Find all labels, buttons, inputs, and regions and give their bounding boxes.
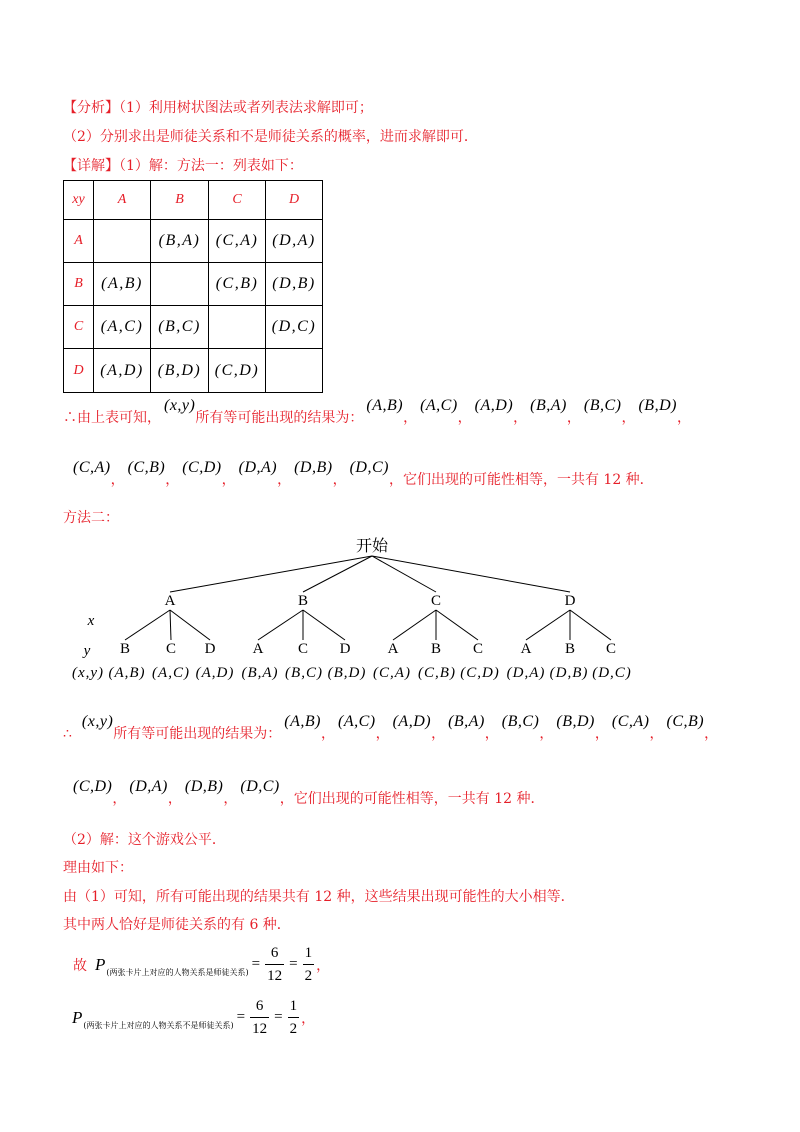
- tree-node: C: [430, 593, 442, 609]
- outcome-pair: (D,B): [184, 778, 224, 795]
- tree-node: D: [564, 593, 576, 609]
- outcome-pair: (B,D): [638, 397, 677, 414]
- tree-outcome: (B,C): [285, 665, 323, 681]
- tree-leaf: A: [387, 641, 399, 657]
- tree-leaf: C: [165, 641, 177, 657]
- tree-diagram: [0, 530, 800, 690]
- table-row-label: A: [64, 220, 94, 263]
- fraction: [265, 942, 284, 987]
- separator: ，: [167, 791, 182, 807]
- separator: ，: [320, 726, 335, 742]
- probability-not-master: [72, 995, 315, 1040]
- tree-outcome: (D,A): [506, 665, 546, 681]
- separator: ，: [484, 726, 499, 742]
- separator: ，: [676, 410, 691, 426]
- fraction: [303, 942, 315, 987]
- table-cell: [209, 306, 266, 349]
- table-cell: (C,A): [209, 220, 266, 263]
- xy-pair: (x,y): [164, 397, 196, 414]
- detail-tag: 【详解】: [63, 158, 119, 174]
- outcome-pair: (C,A): [611, 713, 650, 730]
- tree-branch: [303, 610, 345, 640]
- method2-results-line-1: [63, 712, 718, 746]
- tree-branch: [170, 556, 372, 592]
- separator: ，: [431, 726, 446, 742]
- outcome-pair: (D,B): [294, 459, 333, 476]
- therefore-word: 故: [73, 957, 87, 974]
- tree-branch: [258, 610, 303, 640]
- table-row-label: D: [64, 349, 94, 393]
- outcome-pair: (D,C): [349, 459, 389, 476]
- table-row-label: B: [64, 263, 94, 306]
- table-column-header: C: [209, 181, 266, 220]
- analysis-tag: 【分析】: [63, 100, 119, 116]
- separator: ，: [457, 410, 472, 426]
- method1-results-line-1: [63, 396, 691, 430]
- fraction-numerator: 1: [304, 945, 313, 961]
- table-cell: (D,B): [266, 263, 323, 306]
- outcome-pair: (A,C): [337, 713, 376, 730]
- tree-leaf: B: [564, 641, 576, 657]
- fraction-denominator: 2: [289, 1021, 298, 1037]
- part2-reason-title: 理由如下：: [63, 860, 133, 876]
- detail-line: [63, 156, 303, 176]
- table-cell: (A,D): [94, 349, 151, 393]
- tree-node: B: [297, 593, 309, 609]
- tree-leaf: D: [204, 641, 216, 657]
- probability-symbol: P: [95, 954, 106, 974]
- tree-branch: [393, 610, 436, 640]
- equals-sign: =: [236, 1009, 246, 1025]
- results-label: 所有等可能出现的结果为：: [195, 410, 364, 426]
- tree-branch: [570, 610, 611, 640]
- tree-leaf: B: [430, 641, 442, 657]
- separator: ，: [110, 472, 125, 488]
- outcome-pair: (D,A): [238, 459, 278, 476]
- outcome-pair: (C,A): [73, 459, 111, 476]
- tree-leaf: B: [119, 641, 131, 657]
- outcome-pair: (A,C): [420, 397, 458, 414]
- outcome-pair: (B,A): [530, 397, 567, 414]
- equals-sign: =: [274, 1009, 283, 1025]
- tree-outcome: (C,B): [418, 665, 456, 681]
- table-corner-cell: xy: [64, 181, 94, 220]
- tree-branch: [170, 610, 210, 640]
- equals-sign: =: [289, 956, 298, 972]
- xy-pair: (x,y): [81, 713, 114, 730]
- separator: ，: [279, 791, 294, 807]
- separator: ，: [375, 726, 390, 742]
- table-row: [64, 263, 323, 306]
- outcome-pair: (C,D): [73, 778, 113, 795]
- table-column-header: D: [266, 181, 323, 220]
- table-cell: (B,C): [151, 306, 209, 349]
- table-cell: (C,D): [209, 349, 266, 393]
- part2-reason-1: 由（1）可知，所有可能出现的结果共有 12 种，这些结果出现可能性的大小相等．: [63, 889, 575, 905]
- tree-leaf: D: [339, 641, 351, 657]
- tree-outcome: (D,B): [549, 665, 589, 681]
- table-row: [64, 349, 323, 393]
- separator: ，: [316, 957, 331, 974]
- tree-leaf: A: [252, 641, 264, 657]
- table-cell: [94, 220, 151, 263]
- tree-branch: [303, 556, 372, 592]
- part2-reason-2: 其中两人恰好是师徒关系的有 6 种．: [63, 917, 291, 933]
- table-column-header: A: [94, 181, 151, 220]
- tree-leaf: C: [605, 641, 617, 657]
- event-subscript: (两张卡片上对应的人物关系是师徒关系): [106, 968, 249, 977]
- separator: ，: [388, 472, 403, 488]
- separator: ，: [513, 410, 528, 426]
- tree-x-label: x: [87, 613, 95, 629]
- method2-results-line-2: [70, 777, 544, 811]
- method2-lead: ∴: [63, 726, 72, 742]
- tree-outcome: (B,D): [327, 665, 367, 681]
- tree-outcome: (C,A): [373, 665, 411, 681]
- fraction-denominator: 12: [267, 968, 283, 984]
- separator: ，: [277, 472, 292, 488]
- outcome-pair: (C,D): [182, 459, 222, 476]
- outcome-pair: (C,B): [666, 713, 705, 730]
- outcome-table: [63, 180, 323, 393]
- outcome-pair: (D,C): [240, 778, 280, 795]
- separator: ，: [221, 472, 236, 488]
- tree-branch: [372, 556, 570, 592]
- tree-outcome: (D,C): [592, 665, 632, 681]
- separator: ，: [704, 726, 719, 742]
- outcome-pair: (A,B): [366, 397, 404, 414]
- tree-branch: [125, 610, 170, 640]
- fraction-numerator: 1: [289, 998, 298, 1014]
- fraction-denominator: 2: [304, 968, 313, 984]
- method1-results-line-2: [70, 458, 654, 492]
- detail-intro: （1）解：方法一：列表如下：: [119, 158, 303, 174]
- outcome-pair: (B,D): [556, 713, 595, 730]
- outcome-pair: (D,A): [129, 778, 168, 795]
- table-cell: (D,C): [266, 306, 323, 349]
- outcome-pair: (A,D): [474, 397, 514, 414]
- tree-node: A: [164, 593, 176, 609]
- tree-root: 开始: [355, 536, 389, 555]
- fraction-numerator: 6: [255, 998, 264, 1014]
- method2-title: 方法二：: [63, 510, 119, 526]
- table-cell: [151, 263, 209, 306]
- fraction-numerator: 6: [270, 945, 279, 961]
- tree-branch: [526, 610, 570, 640]
- table-header-row: [64, 181, 323, 220]
- table-cell: (A,B): [94, 263, 151, 306]
- method2-conclusion: 它们出现的可能性相等，一共有 12 种．: [293, 791, 545, 807]
- separator: ，: [621, 410, 636, 426]
- tree-leaf: A: [520, 641, 532, 657]
- separator: ，: [403, 410, 418, 426]
- separator: ，: [112, 791, 127, 807]
- tree-outcome: (A,B): [108, 665, 146, 681]
- separator: ，: [594, 726, 609, 742]
- results-label: 所有等可能出现的结果为：: [113, 726, 282, 742]
- table-row-label: C: [64, 306, 94, 349]
- tree-outcome: (A,C): [152, 665, 190, 681]
- method1-conclusion: 它们出现的可能性相等，一共有 12 种．: [402, 472, 654, 488]
- table-cell: (B,A): [151, 220, 209, 263]
- outcome-pair: (B,C): [583, 397, 622, 414]
- outcome-pair: (B,A): [448, 713, 485, 730]
- outcome-pair: (B,C): [501, 713, 540, 730]
- separator: ，: [165, 472, 180, 488]
- tree-outcome: (B,A): [241, 665, 279, 681]
- outcome-pair: (C,B): [127, 459, 166, 476]
- tree-outcome-header: (x,y): [71, 665, 105, 681]
- probability-master: [73, 942, 330, 987]
- fraction: [288, 995, 300, 1040]
- probability-symbol: P: [72, 1007, 83, 1027]
- table-column-header: B: [151, 181, 209, 220]
- equals-sign: =: [251, 956, 261, 972]
- table-cell: (B,D): [151, 349, 209, 393]
- separator: ，: [649, 726, 664, 742]
- tree-outcome: (C,D): [460, 665, 500, 681]
- method1-lead: ∴由上表可知，: [63, 410, 161, 426]
- table-cell: [266, 349, 323, 393]
- analysis-line-1: [63, 98, 373, 118]
- tree-leaf: C: [297, 641, 309, 657]
- analysis-text-1: （1）利用树状图法或者列表法求解即可；: [119, 100, 373, 116]
- table-row: [64, 220, 323, 263]
- tree-leaf: C: [472, 641, 484, 657]
- table-cell: (A,C): [94, 306, 151, 349]
- outcome-pair: (A,D): [392, 713, 432, 730]
- separator: ，: [332, 472, 347, 488]
- analysis-line-2: （2）分别求出是师徒关系和不是师徒关系的概率，进而求解即可．: [63, 129, 478, 145]
- table-cell: (C,B): [209, 263, 266, 306]
- separator: ，: [301, 1010, 316, 1027]
- tree-branch: [170, 610, 171, 640]
- separator: ，: [566, 410, 581, 426]
- event-subscript: (两张卡片上对应的人物关系不是师徒关系): [83, 1021, 234, 1030]
- table-row: [64, 306, 323, 349]
- outcome-pair: (A,B): [284, 713, 321, 730]
- tree-branch: [436, 610, 478, 640]
- fraction-denominator: 12: [252, 1021, 268, 1037]
- tree-outcome: (A,D): [195, 665, 235, 681]
- fraction: [250, 995, 269, 1040]
- part2-answer: （2）解：这个游戏公平．: [63, 832, 226, 848]
- separator: ，: [539, 726, 554, 742]
- tree-y-label: y: [83, 643, 91, 659]
- separator: ，: [223, 791, 238, 807]
- table-cell: (D,A): [266, 220, 323, 263]
